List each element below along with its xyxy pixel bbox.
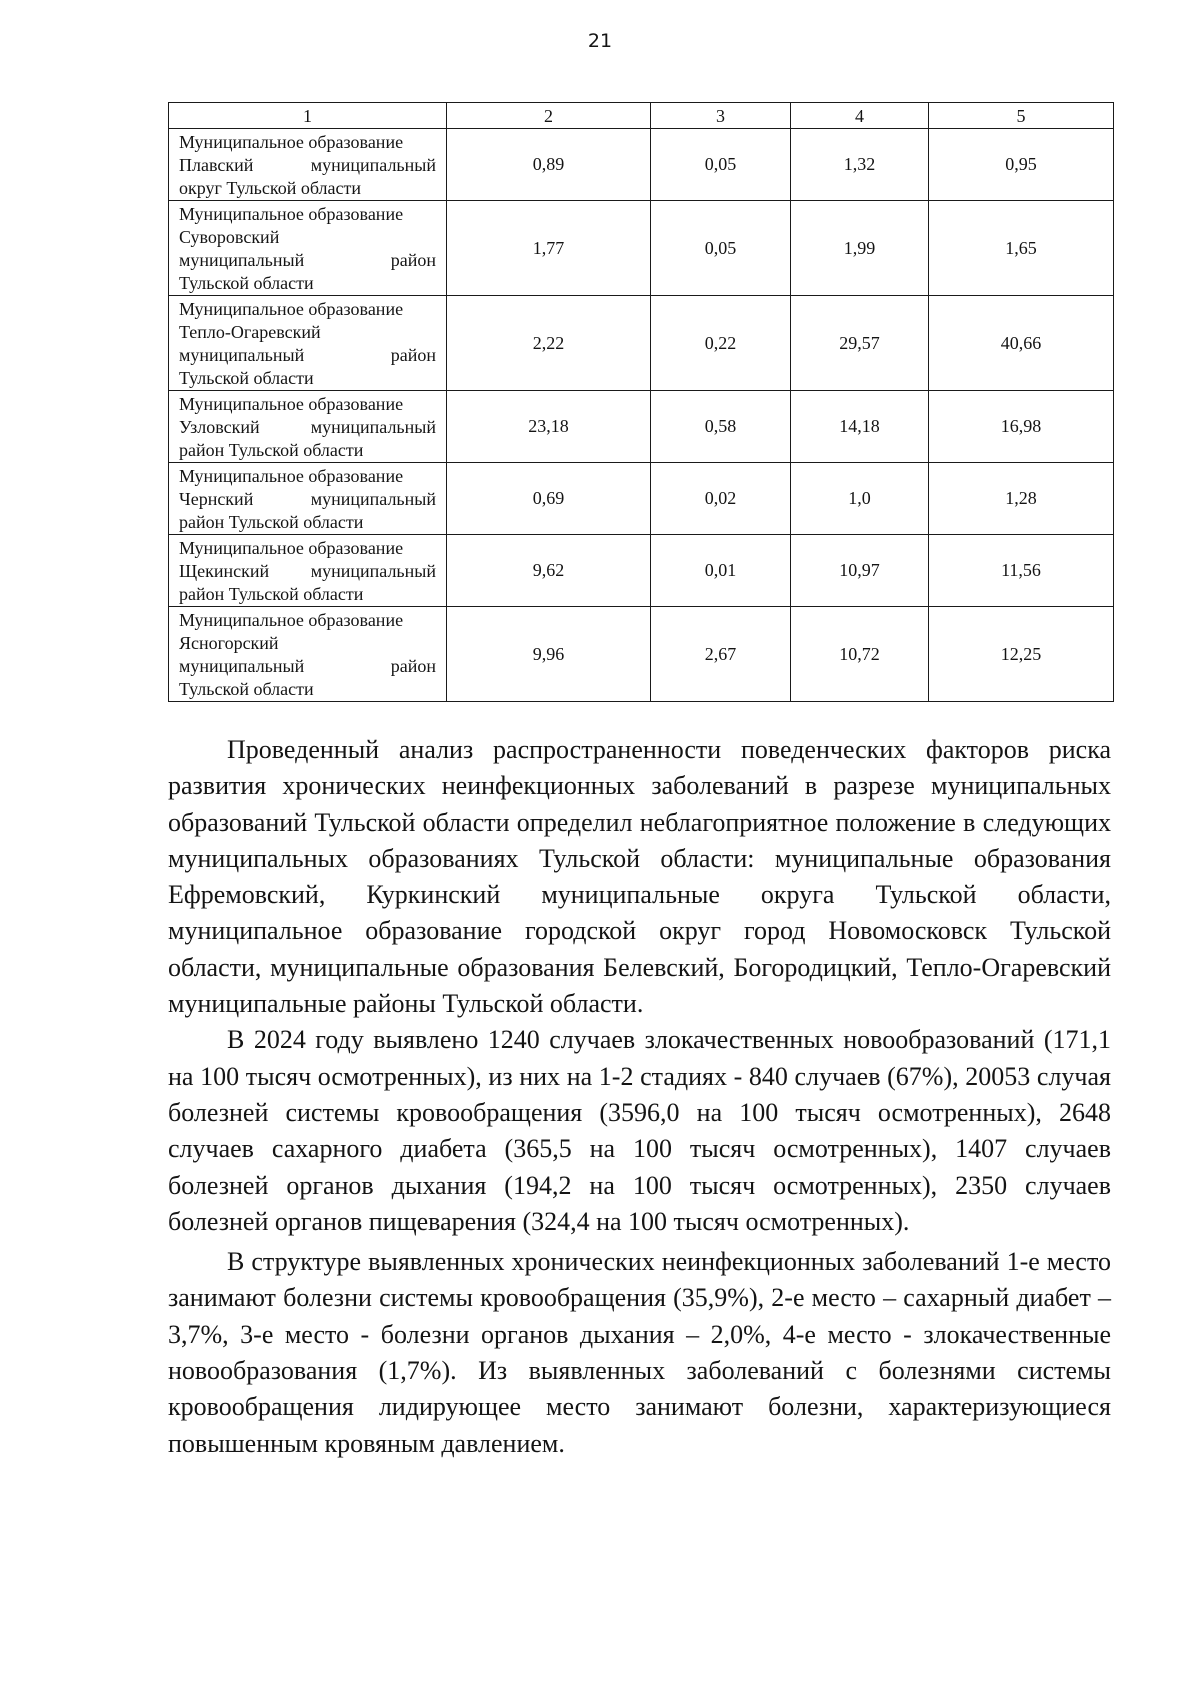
column-header: 2 (447, 103, 651, 129)
value-cell: 2,67 (651, 607, 791, 702)
value-cell: 16,98 (929, 391, 1114, 463)
value-cell: 10,97 (791, 535, 929, 607)
value-cell: 14,18 (791, 391, 929, 463)
page-number: 21 (587, 30, 613, 52)
value-cell: 12,25 (929, 607, 1114, 702)
table-row (169, 391, 1114, 463)
value-cell: 40,66 (929, 296, 1114, 391)
table-row (169, 607, 1114, 702)
value-cell: 2,22 (447, 296, 651, 391)
value-cell: 0,89 (447, 129, 651, 201)
value-cell: 0,58 (651, 391, 791, 463)
table-row (169, 201, 1114, 296)
value-cell: 1,65 (929, 201, 1114, 296)
table-row (169, 463, 1114, 535)
value-cell: 11,56 (929, 535, 1114, 607)
column-header: 5 (929, 103, 1114, 129)
municipality-name: Муниципальное образование Суворовский муниципальный район Тульской области (169, 201, 447, 296)
municipality-name: Муниципальное образование Ясногорский муниципальный район Тульской области (169, 607, 447, 702)
value-cell: 23,18 (447, 391, 651, 463)
value-cell: 1,0 (791, 463, 929, 535)
table-header-row (169, 103, 1114, 129)
value-cell: 0,01 (651, 535, 791, 607)
table-row (169, 535, 1114, 607)
value-cell: 0,69 (447, 463, 651, 535)
table-row (169, 129, 1114, 201)
value-cell: 1,99 (791, 201, 929, 296)
municipality-name: Муниципальное образование Плавский муниципальный округ Тульской области (169, 129, 447, 201)
value-cell: 0,22 (651, 296, 791, 391)
column-header: 1 (169, 103, 447, 129)
value-cell: 29,57 (791, 296, 929, 391)
body-text (168, 732, 1111, 1462)
paragraph: В 2024 году выявлено 1240 случаев злокачественных новообразований (171,1 на 100 тысяч осмотренных), из них на 1-2 стадиях - 840 случаев (67%), 20053 случая болезней системы кровообращения (3596,0 на 100 тысяч осмотренных), 2648 случаев сахарного диабета (365,5 на 100 тысяч осмотренных), 1407 случаев болезней органов дыхания (194,2 на 100 тысяч осмотренных), 2350 случаев болезней органов пищеварения (324,4 на 100 тысяч осмотренных). (168, 1025, 1111, 1236)
column-header: 3 (651, 103, 791, 129)
value-cell: 0,05 (651, 129, 791, 201)
paragraph: Проведенный анализ распространенности поведенческих факторов риска развития хронических неинфекционных заболеваний в разрезе муниципальных образований Тульской области определил неблагоприятное положение в следующих муниципальных образованиях Тульской области: муниципальные образования Ефремовский, Куркинский муниципальные округа Тульской области, муниципальное образование городской округ город Новомосковск Тульской области, муниципальные образования Белевский, Богородицкий, Тепло-Огаревский муниципальные районы Тульской области. (168, 735, 1111, 1019)
municipality-name: Муниципальное образование Чернский муниципальный район Тульской области (169, 463, 447, 535)
value-cell: 1,77 (447, 201, 651, 296)
value-cell: 9,62 (447, 535, 651, 607)
table-row (169, 296, 1114, 391)
value-cell: 1,32 (791, 129, 929, 201)
municipality-name: Муниципальное образование Узловский муниципальный район Тульской области (169, 391, 447, 463)
value-cell: 0,05 (651, 201, 791, 296)
value-cell: 9,96 (447, 607, 651, 702)
value-cell: 0,95 (929, 129, 1114, 201)
value-cell: 1,28 (929, 463, 1114, 535)
paragraph: В структуре выявленных хронических неинфекционных заболеваний 1-е место занимают болезни системы кровообращения (35,9%), 2-е место – сахарный диабет – 3,7%, 3-е место - болезни органов дыхания – 2,0%, 4-е место - злокачественные новообразования (1,7%). Из выявленных заболеваний с болезнями системы кровообращения лидирующее место занимают болезни, характеризующиеся повышенным кровяным давлением. (168, 1247, 1111, 1458)
value-cell: 10,72 (791, 607, 929, 702)
column-header: 4 (791, 103, 929, 129)
municipality-name: Муниципальное образование Щекинский муниципальный район Тульской области (169, 535, 447, 607)
municipality-name: Муниципальное образование Тепло-Огаревский муниципальный район Тульской области (169, 296, 447, 391)
data-table (168, 102, 1114, 702)
value-cell: 0,02 (651, 463, 791, 535)
